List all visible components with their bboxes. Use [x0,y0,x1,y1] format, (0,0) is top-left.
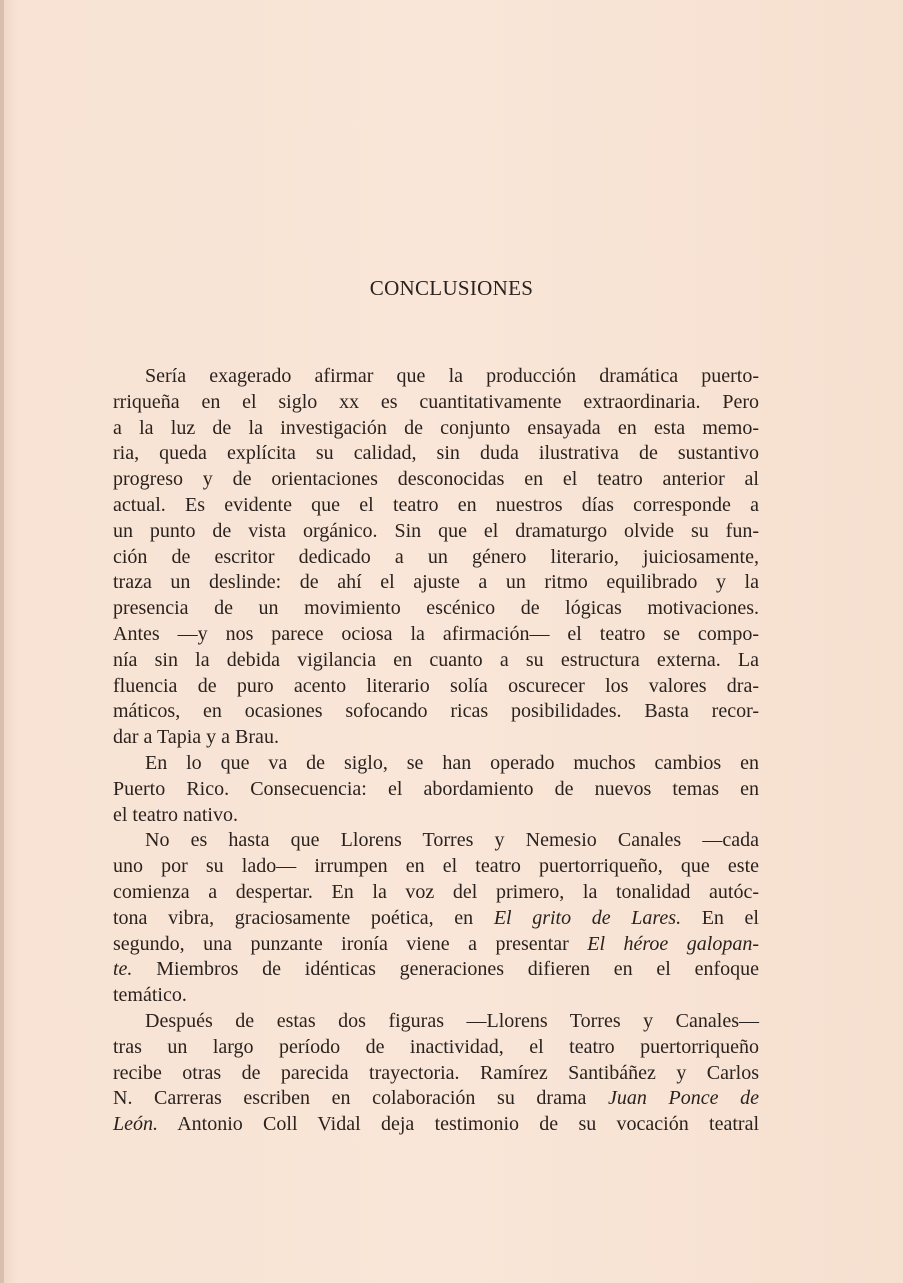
text-line: temático. [113,984,187,1007]
paragraph-3 [113,828,759,1009]
text-line: traza un deslinde: de ahí el ajuste a un ritmo equilibrado y la [113,571,759,594]
text-line: En lo que va de siglo, se han operado muchos cambios en [145,751,759,774]
text-line: un punto de vista orgánico. Sin que el dramaturgo olvide su fun- [113,519,759,542]
text-line: el teatro nativo. [113,803,238,826]
text-line [113,932,759,958]
text-line: Puerto Rico. Consecuencia: el abordamiento de nuevos temas en [113,777,759,800]
paragraph-4 [113,1009,759,1138]
text-run: Miembros de idénticas generaciones difieren en el enfoque [132,958,759,981]
paragraph-2 [113,751,759,828]
text-line: comienza a despertar. En la voz del primero, la tonalidad autóc- [113,880,759,903]
text-line: Sería exagerado afirmar que la producción dramática puerto- [145,365,759,387]
text-line: rriqueña en el siglo xx es cuantitativamente extraordinaria. Pero [113,390,759,413]
text-line: máticos, en ocasiones sofocando ricas posibilidades. Basta recor- [113,700,759,723]
page-edge [0,0,4,1283]
work-title: Juan Ponce de [608,1087,759,1110]
text-line [113,957,759,983]
text-line [113,1086,759,1112]
text-line: fluencia de puro acento literario solía oscurecer los valores dra- [113,674,759,697]
page-title: CONCLUSIONES [369,276,534,300]
text-line: uno por su lado— irrumpen en el teatro puertorriqueño, que este [113,855,759,878]
text-line: actual. Es evidente que el teatro en nuestros días corresponde a [113,493,759,516]
work-title: El héroe galopan- [587,932,759,955]
work-title: te. [113,958,133,981]
text-line: recibe otras de parecida trayectoria. Ramírez Santibáñez y Carlos [113,1061,759,1084]
text-run: N. Carreras escriben en colaboración su drama [113,1087,609,1110]
text-run: En el [681,906,759,929]
text-line: a la luz de la investigación de conjunto ensayada en esta memo- [113,416,759,439]
text-line: ción de escritor dedicado a un género literario, juiciosamente, [113,545,759,568]
text-line: ria, queda explícita su calidad, sin duda ilustrativa de sustantivo [113,442,759,465]
body-text [113,364,759,1138]
text-line [113,1112,759,1138]
text-line: nía sin la debida vigilancia en cuanto a su estructura externa. La [113,648,759,671]
text-line: tras un largo período de inactividad, el teatro puertorriqueño [113,1035,759,1058]
paragraph-1 [113,364,759,751]
text-line: dar a Tapia y a Brau. [113,726,279,749]
text-line: presencia de un movimiento escénico de lógicas motivaciones. [113,597,759,620]
text-run: Antonio Coll Vidal deja testimonio de su vocación teatral [158,1113,759,1136]
text-run: tona vibra, graciosamente poética, en [113,906,494,929]
work-title: León. [113,1113,158,1136]
text-line: No es hasta que Llorens Torres y Nemesio Canales —cada [145,829,759,852]
text-run: segundo, una punzante ironía viene a presentar [113,932,588,955]
text-line: Antes —y nos parece ociosa la afirmación— el teatro se compo- [113,622,759,645]
work-title: El grito de Lares. [493,906,682,929]
text-line: Después de estas dos figuras —Llorens Torres y Canales— [145,1009,759,1032]
text-line: progreso y de orientaciones desconocidas en el teatro anterior al [113,468,759,491]
text-line [113,906,759,932]
